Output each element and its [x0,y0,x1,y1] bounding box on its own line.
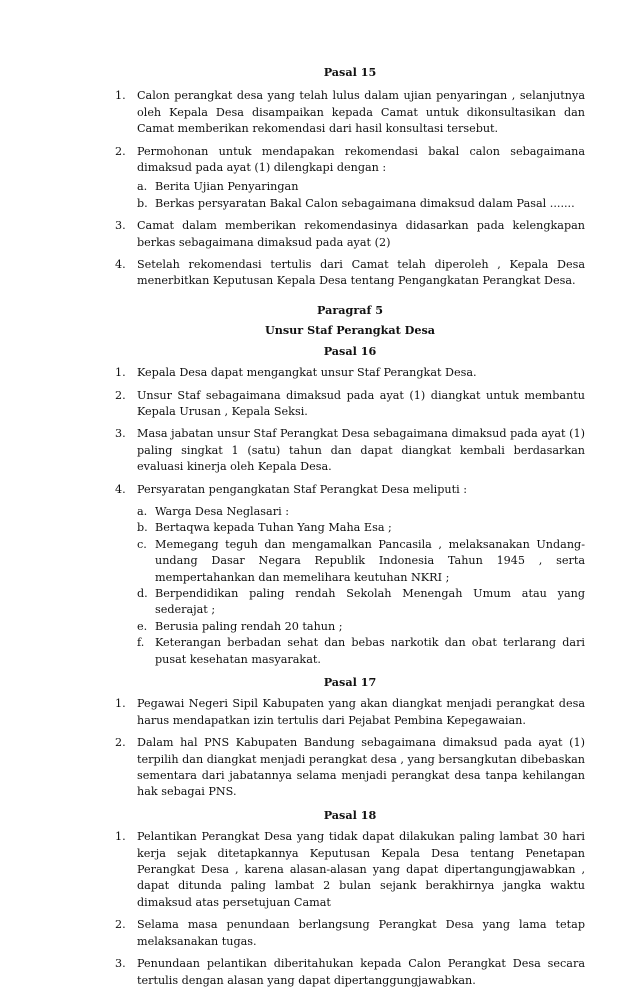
sub-item-text: Warga Desa Neglasari : [155,504,289,518]
item-text: Dalam hal PNS Kabupaten Bandung sebagaimana dimaksud pada ayat (1) terpilih dan diangkat menjadi perangkat desa , yang bersangkutan dibebaskan sementara dari jabatannya selama menjadi perangkat desa tanpa kehilangan hak sebagai PNS. [137,736,585,799]
sub-list-item [137,619,585,635]
sub-item-text: Berkas persyaratan Bakal Calon sebagaimana dimaksud dalam Pasal ....... [155,196,575,210]
pasal-16-title: Pasal 16 [323,343,377,358]
pasal-15-list [115,88,585,289]
item-number: 1. [115,366,126,380]
sub-list [137,504,585,668]
sub-item-text: Keterangan berbadan sehat dan bebas narkotik dan obat terlarang dari pusat kesehatan masyarakat. [155,636,585,666]
sub-item-letter: d. [137,586,148,600]
list-item [115,88,585,137]
sub-item-letter: e. [137,619,148,633]
sub-item-letter: b. [137,521,148,535]
list-item [115,829,585,911]
document-page [115,64,585,995]
pasal-15-title: Pasal 15 [323,65,377,79]
item-text: Setelah rekomendasi tertulis dari Camat telah diperoleh , Kepala Desa menerbitkan Keputusan Kepala Desa tentang Pengangkatan Perangkat Desa. [137,258,585,288]
item-number: 2. [115,736,126,750]
item-text: Kepala Desa dapat mengangkat unsur Staf Perangkat Desa. [137,366,477,380]
sub-item-letter: c. [137,537,147,551]
item-text: Permohonan untuk mendapakan rekomendasi bakal calon sebagaimana dimaksud pada ayat (1) dilengkapi dengan : [137,144,585,175]
item-text: Pelantikan Perangkat Desa yang tidak dapat dilakukan paling lambat 30 hari kerja sejak ditetapkannya Keputusan Kepala Desa tentang Penetapan Perangkat Desa , karena alasan-alasan yang dapat dipertangungjawabkan , dapat ditunda paling lambat 2 bulan sejank berakhirnya jangka waktu dimaksud atas persetujuan Camat [137,830,585,909]
item-number: 2. [115,144,126,158]
item-text: Calon perangkat desa yang telah lulus dalam ujian penyaringan , selanjutnya oleh Kepala Desa disampaikan kepada Camat untuk dikonsultasikan dan Camat memberikan rekomendasi dari hasil konsultasi tersebut. [137,89,585,136]
item-text: Pegawai Negeri Sipil Kabupaten yang akan diangkat menjadi perangkat desa harus mendapatkan izin tertulis dari Pejabat Pembina Kepegawaian. [137,697,585,727]
pasal-17-list [115,696,585,800]
sub-list [137,179,585,212]
pasal-18-list [115,829,585,989]
item-text: Selama masa penundaan berlangsung Perangkat Desa yang lama tetap melaksanakan tugas. [137,918,585,948]
sub-list-item [137,635,585,668]
list-item [115,917,585,950]
item-text: Unsur Staf sebagaimana dimaksud pada ayat (1) diangkat untuk membantu Kepala Urusan , Kepala Seksi. [137,388,585,418]
list-item [115,388,585,421]
pasal-18-title: Pasal 18 [323,807,377,822]
list-item [115,482,585,668]
sub-list-item [137,520,585,536]
pasal-16-list [115,365,585,668]
sub-list-item [137,504,585,520]
pasal-17-title: Pasal 17 [323,675,377,689]
sub-item-letter: a. [137,504,148,518]
list-item [115,735,585,801]
paragraf-5-subtitle: Unsur Staf Perangkat Desa [264,323,436,338]
sub-item-text: Bertaqwa kepada Tuhan Yang Maha Esa ; [155,521,392,535]
list-item [115,257,585,290]
item-number: 3. [115,957,126,971]
list-item [115,218,585,251]
item-number: 2. [115,388,126,402]
item-number: 1. [115,830,126,844]
sub-item-text: Berita Ujian Penyaringan [155,180,299,194]
list-item [115,426,585,475]
list-item [115,956,585,989]
list-item [115,696,585,729]
list-item [115,144,585,213]
sub-list-item [137,196,585,212]
sub-list-item [137,179,585,195]
sub-item-text: Berusia paling rendah 20 tahun ; [155,619,343,633]
item-number: 4. [115,258,126,272]
sub-item-text: Memegang teguh dan mengamalkan Pancasila , melaksanakan Undang-undang Dasar Negara Republik Indonesia Tahun 1945 , serta mempertahankan dan memelihara keutuhan NKRI ; [155,537,585,584]
sub-list-item [137,586,585,619]
sub-item-letter: f. [137,636,145,650]
sub-item-letter: b. [137,196,148,210]
sub-list-item [137,537,585,586]
item-number: 1. [115,89,126,103]
paragraf-5-title: Paragraf 5 [317,302,383,317]
item-text: Masa jabatan unsur Staf Perangkat Desa sebagaimana dimaksud pada ayat (1) paling singkat 1 (satu) tahun dan dapat diangkat kembali berdasarkan evaluasi kinerja oleh Kepala Desa. [137,427,585,474]
item-text: Penundaan pelantikan diberitahukan kepada Calon Perangkat Desa secara tertulis dengan alasan yang dapat dipertanggungjawabkan. [137,957,585,987]
item-number: 3. [115,219,126,233]
item-number: 2. [115,918,126,932]
item-number: 4. [115,482,126,496]
item-text: Camat dalam memberikan rekomendasinya didasarkan pada kelengkapan berkas sebagaimana dimaksud pada ayat (2) [137,219,585,249]
list-item [115,365,585,381]
item-number: 1. [115,697,126,711]
sub-item-letter: a. [137,180,148,194]
sub-item-text: Berpendidikan paling rendah Sekolah Menengah Umum atau yang sederajat ; [155,586,585,617]
item-number: 3. [115,427,126,441]
item-text: Persyaratan pengangkatan Staf Perangkat Desa meliputi : [137,482,467,496]
